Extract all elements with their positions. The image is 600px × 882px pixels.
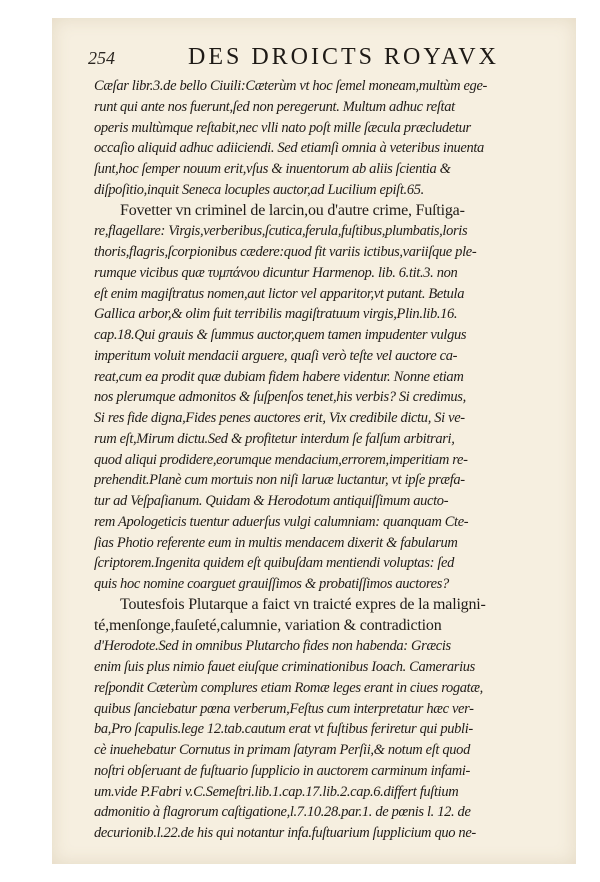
text-line: enim ſuis plus nimio fauet eiuſque criminationibus Ioach. Camerarius — [94, 659, 475, 675]
text-line: quis hoc nomine coarguet grauiſſimos & probatiſſimos auctores? — [94, 576, 449, 592]
text-line: rem Apologeticis tuentur aduerſus vulgi calumniam: quanquam Cte- — [94, 513, 469, 530]
text-line: cè inuehebatur Cornutus in primam ſatyram Perſii,& notum eſt quod — [94, 742, 470, 758]
text-line: eſt enim magiſtratus nomen,aut lictor vel apparitor,vt putant. Betula — [94, 285, 465, 302]
text-line: imperitum voluit mendacii arguere, quaſi verò teſte vel auctore ca- — [94, 347, 458, 364]
text-line: ſcriptorem.Ingenita quidem eſt quibuſdam mentiendi voluptas: ſed — [94, 555, 455, 572]
text-line: reat,cum ea prodit quæ dubiam fidem habere videntur. Nonne etiam — [94, 368, 464, 385]
text-line: té,menſonge,fauſeté,calumnie, variation & contradiction — [94, 616, 442, 634]
text-line: Gallica arbor,& olim fuit terribilis magiſtratuum virgis,Plin.lib.16. — [94, 306, 458, 323]
text-line: diſpoſitio,inquit Seneca locuples auctor,ad Lucilium epiſt.65. — [94, 181, 424, 198]
text-line: rumque vicibus quæ τυμπάνου dicuntur Harmenop. lib. 6.tit.3. non — [94, 264, 458, 281]
text-line: um.vide P.Fabri v.C.Semeſtri.lib.1.cap.17.lib.2.cap.6.differt fuſtium — [94, 783, 459, 800]
running-title: DES DROICTS ROYAVX — [188, 44, 499, 70]
text-line: ſunt,hoc ſemper nouum erit,vſus & inuentorum ab aliis ſcientia & — [94, 161, 451, 177]
text-line: decurionib.l.22.de his qui notantur infa.fuſtuarium ſupplicium quo ne- — [94, 825, 476, 841]
text-line: Toutesfois Plutarque a faict vn traicté expres de la maligni- — [120, 595, 486, 613]
text-line: d'Herodote.Sed in omnibus Plutarcho fides non habenda: Græcis — [94, 638, 451, 655]
text-line: ba,Pro ſcapulis.lege 12.tab.cautum erat vt fuſtibus ferіretur qui publi- — [94, 721, 473, 738]
text-line: reſpondit Cæterùm complures etiam Romæ leges erant in ciues rogatæ, — [94, 679, 483, 696]
text-line: occaſio aliquid adhuc adiiciendi. Sed etiamſi omnia à veteribus inuenta — [94, 140, 484, 157]
page-number: 254 — [88, 48, 115, 68]
text-line: ſias Photio referente eum in multis mendacem dixerit & fabularum — [94, 534, 458, 551]
text-line: thoris,flagris,ſcorpionibus cædere:quod fit variis ictibus,variiſque ple- — [94, 244, 477, 260]
text-line: quod aliqui prodidere,eorumque mendacium,errorem,imperitiam re- — [94, 451, 468, 468]
book-page — [52, 18, 576, 864]
text-line: operis multùmque reſtabit,nec vlli nato poſt mille ſæcula præcludetur — [94, 119, 471, 136]
text-line: Si res fide digna,Fides penes auctores erit, Vix credibile dictu, Si ve- — [94, 410, 465, 426]
text-line: cap.18.Qui grauis & ſummus auctor,quem tamen impudenter vulgus — [94, 327, 467, 343]
text-line: noſtri obſeruant de fuſtuario ſupplicio in auctorem carminum infami- — [94, 762, 470, 779]
text-line: admonitio à flagrorum caſtigatione,l.7.10.28.par.1. de pœnis l. 12. de — [94, 804, 471, 821]
text-line: Fovetter vn criminel de larcin,ou d'autre crime, Fuſtiga- — [120, 201, 465, 219]
page-header — [88, 44, 548, 74]
text-line: runt qui ante nos fuerunt,ſed non peregerunt. Multum adhuc reſtat — [94, 98, 455, 115]
body-text — [94, 76, 564, 844]
text-line: tur ad Veſpaſianum. Quidam & Herodotum antiquiſſimum aucto- — [94, 493, 449, 509]
text-line: quibus ſanciebatur pœna verberum,Feſtus cum interpretatur hæc ver- — [94, 700, 474, 717]
text-line: re,flagellare: Virgis,verberibus,ſcutica,ferula,fuſtibus,plumbatis,loris — [94, 223, 468, 240]
text-line: rum eſt,Mirum dictu.Sed & profitetur interdum ſe falſum arbitrari, — [94, 430, 455, 447]
text-line: nos plerumque admonitos & ſuſpenſos tenet,his verbis? Si credimus, — [94, 389, 466, 406]
text-line: Cæſar libr.3.de bello Ciuili:Cæterùm vt hoc ſemel moneam,multùm ege- — [94, 78, 488, 94]
text-line: prehendit.Planè cum mortuis non niſi laruæ luctantur, vt ipſe præfa- — [94, 472, 465, 489]
